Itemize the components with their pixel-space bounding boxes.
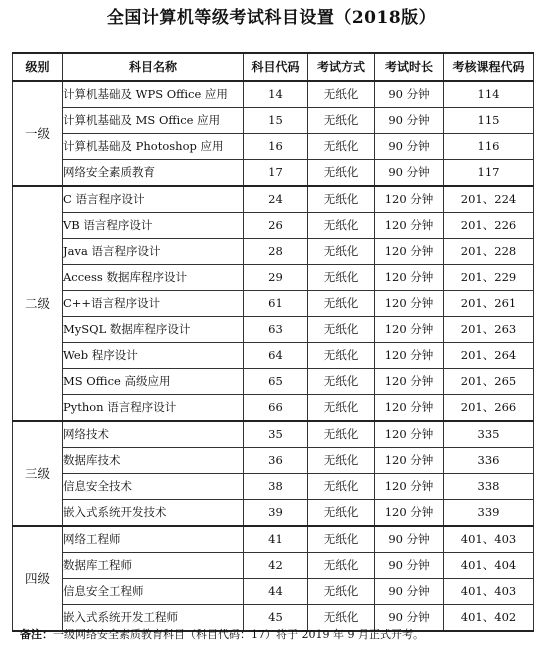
subject-name: 嵌入式系统开发技术 [63, 500, 244, 527]
exam-method: 无纸化 [308, 421, 375, 448]
exam-duration: 90 分钟 [375, 108, 444, 134]
exam-duration: 90 分钟 [375, 579, 444, 605]
course-code: 115 [444, 108, 534, 134]
course-code: 401、402 [444, 605, 534, 632]
footnote-text: 一级网络安全素质教育科目（科目代码：17）将于 2019 年 9 月正式开考。 [53, 628, 424, 641]
subject-name: 计算机基础及 MS Office 应用 [63, 108, 244, 134]
table-row [13, 343, 534, 369]
subject-name: Web 程序设计 [63, 343, 244, 369]
subject-code: 44 [244, 579, 308, 605]
header-course-code: 考核课程代码 [444, 53, 534, 81]
subject-code: 28 [244, 239, 308, 265]
table-header [13, 53, 534, 81]
header-name: 科目名称 [63, 53, 244, 81]
table-row [13, 579, 534, 605]
exam-method: 无纸化 [308, 265, 375, 291]
exam-method: 无纸化 [308, 134, 375, 160]
subjects-table [12, 52, 534, 632]
subject-code: 24 [244, 186, 308, 213]
header-code: 科目代码 [244, 53, 308, 81]
level-group [13, 81, 534, 186]
course-code: 401、404 [444, 553, 534, 579]
course-code: 201、226 [444, 213, 534, 239]
subject-code: 64 [244, 343, 308, 369]
table-row [13, 160, 534, 187]
level-label: 四级 [13, 526, 63, 631]
subject-code: 63 [244, 317, 308, 343]
header-duration: 考试时长 [375, 53, 444, 81]
course-code: 201、266 [444, 395, 534, 422]
exam-method: 无纸化 [308, 186, 375, 213]
subject-name: 信息安全工程师 [63, 579, 244, 605]
subject-code: 39 [244, 500, 308, 527]
page-title: 全国计算机等级考试科目设置（2018版） [106, 8, 437, 28]
subject-code: 41 [244, 526, 308, 553]
table-row [13, 291, 534, 317]
table-row [13, 553, 534, 579]
table-row [13, 317, 534, 343]
subject-name: 网络安全素质教育 [63, 160, 244, 187]
header-method: 考试方式 [308, 53, 375, 81]
exam-duration: 120 分钟 [375, 369, 444, 395]
exam-duration: 120 分钟 [375, 239, 444, 265]
table-row [13, 448, 534, 474]
subject-code: 17 [244, 160, 308, 187]
level-label: 一级 [13, 81, 63, 186]
course-code: 201、264 [444, 343, 534, 369]
exam-method: 无纸化 [308, 317, 375, 343]
table-row [13, 186, 534, 213]
subject-name: 计算机基础及 WPS Office 应用 [63, 81, 244, 108]
footnote-label: 备注： [20, 628, 53, 641]
course-code: 401、403 [444, 526, 534, 553]
table-row [13, 265, 534, 291]
subject-code: 38 [244, 474, 308, 500]
course-code: 338 [444, 474, 534, 500]
exam-duration: 120 分钟 [375, 448, 444, 474]
subject-code: 66 [244, 395, 308, 422]
exam-method: 无纸化 [308, 500, 375, 527]
exam-method: 无纸化 [308, 213, 375, 239]
course-code: 201、229 [444, 265, 534, 291]
exam-duration: 120 分钟 [375, 317, 444, 343]
level-group [13, 186, 534, 421]
subject-name: MySQL 数据库程序设计 [63, 317, 244, 343]
table-row [13, 369, 534, 395]
exam-duration: 120 分钟 [375, 213, 444, 239]
table-row [13, 81, 534, 108]
exam-duration: 90 分钟 [375, 553, 444, 579]
exam-method: 无纸化 [308, 291, 375, 317]
exam-duration: 120 分钟 [375, 343, 444, 369]
subject-name: C++语言程序设计 [63, 291, 244, 317]
exam-duration: 120 分钟 [375, 500, 444, 527]
table-row [13, 239, 534, 265]
exam-method: 无纸化 [308, 579, 375, 605]
subject-code: 36 [244, 448, 308, 474]
table-row [13, 134, 534, 160]
exam-method: 无纸化 [308, 526, 375, 553]
exam-duration: 90 分钟 [375, 134, 444, 160]
subject-name: 数据库技术 [63, 448, 244, 474]
course-code: 339 [444, 500, 534, 527]
exam-method: 无纸化 [308, 81, 375, 108]
exam-duration: 90 分钟 [375, 526, 444, 553]
exam-method: 无纸化 [308, 369, 375, 395]
subject-name: Java 语言程序设计 [63, 239, 244, 265]
header-level: 级别 [13, 53, 63, 81]
subject-name: C 语言程序设计 [63, 186, 244, 213]
course-code: 201、228 [444, 239, 534, 265]
exam-duration: 120 分钟 [375, 265, 444, 291]
subject-code: 61 [244, 291, 308, 317]
exam-method: 无纸化 [308, 239, 375, 265]
exam-duration: 90 分钟 [375, 160, 444, 187]
exam-duration: 120 分钟 [375, 395, 444, 422]
subject-code: 42 [244, 553, 308, 579]
course-code: 335 [444, 421, 534, 448]
subjects-table-container [12, 52, 533, 632]
subject-name: Access 数据库程序设计 [63, 265, 244, 291]
subject-name: 网络工程师 [63, 526, 244, 553]
subject-code: 35 [244, 421, 308, 448]
exam-duration: 120 分钟 [375, 291, 444, 317]
table-row [13, 526, 534, 553]
table-row [13, 474, 534, 500]
course-code: 401、403 [444, 579, 534, 605]
course-code: 201、265 [444, 369, 534, 395]
table-row [13, 213, 534, 239]
footnote [20, 627, 424, 643]
subject-name: 信息安全技术 [63, 474, 244, 500]
subject-name: MS Office 高级应用 [63, 369, 244, 395]
subject-code: 14 [244, 81, 308, 108]
level-label: 三级 [13, 421, 63, 526]
exam-method: 无纸化 [308, 448, 375, 474]
course-code: 201、263 [444, 317, 534, 343]
subject-code: 65 [244, 369, 308, 395]
exam-method: 无纸化 [308, 343, 375, 369]
level-group [13, 526, 534, 631]
subject-code: 26 [244, 213, 308, 239]
subject-name: Python 语言程序设计 [63, 395, 244, 422]
exam-duration: 90 分钟 [375, 81, 444, 108]
subject-code: 45 [244, 605, 308, 632]
exam-duration: 90 分钟 [375, 605, 444, 632]
exam-method: 无纸化 [308, 605, 375, 632]
exam-duration: 120 分钟 [375, 421, 444, 448]
header-row [13, 53, 534, 81]
course-code: 201、261 [444, 291, 534, 317]
table-row [13, 395, 534, 422]
table-row [13, 500, 534, 527]
subject-name: 网络技术 [63, 421, 244, 448]
exam-duration: 120 分钟 [375, 186, 444, 213]
table-row [13, 421, 534, 448]
table-row [13, 108, 534, 134]
course-code: 117 [444, 160, 534, 187]
exam-method: 无纸化 [308, 474, 375, 500]
subject-name: 计算机基础及 Photoshop 应用 [63, 134, 244, 160]
subject-name: VB 语言程序设计 [63, 213, 244, 239]
course-code: 116 [444, 134, 534, 160]
exam-duration: 120 分钟 [375, 474, 444, 500]
level-label: 二级 [13, 186, 63, 421]
exam-method: 无纸化 [308, 553, 375, 579]
level-group [13, 421, 534, 526]
exam-method: 无纸化 [308, 160, 375, 187]
exam-method: 无纸化 [308, 395, 375, 422]
exam-method: 无纸化 [308, 108, 375, 134]
subject-name: 嵌入式系统开发工程师 [63, 605, 244, 632]
subject-code: 16 [244, 134, 308, 160]
course-code: 114 [444, 81, 534, 108]
subject-code: 29 [244, 265, 308, 291]
subject-name: 数据库工程师 [63, 553, 244, 579]
subject-code: 15 [244, 108, 308, 134]
course-code: 336 [444, 448, 534, 474]
course-code: 201、224 [444, 186, 534, 213]
